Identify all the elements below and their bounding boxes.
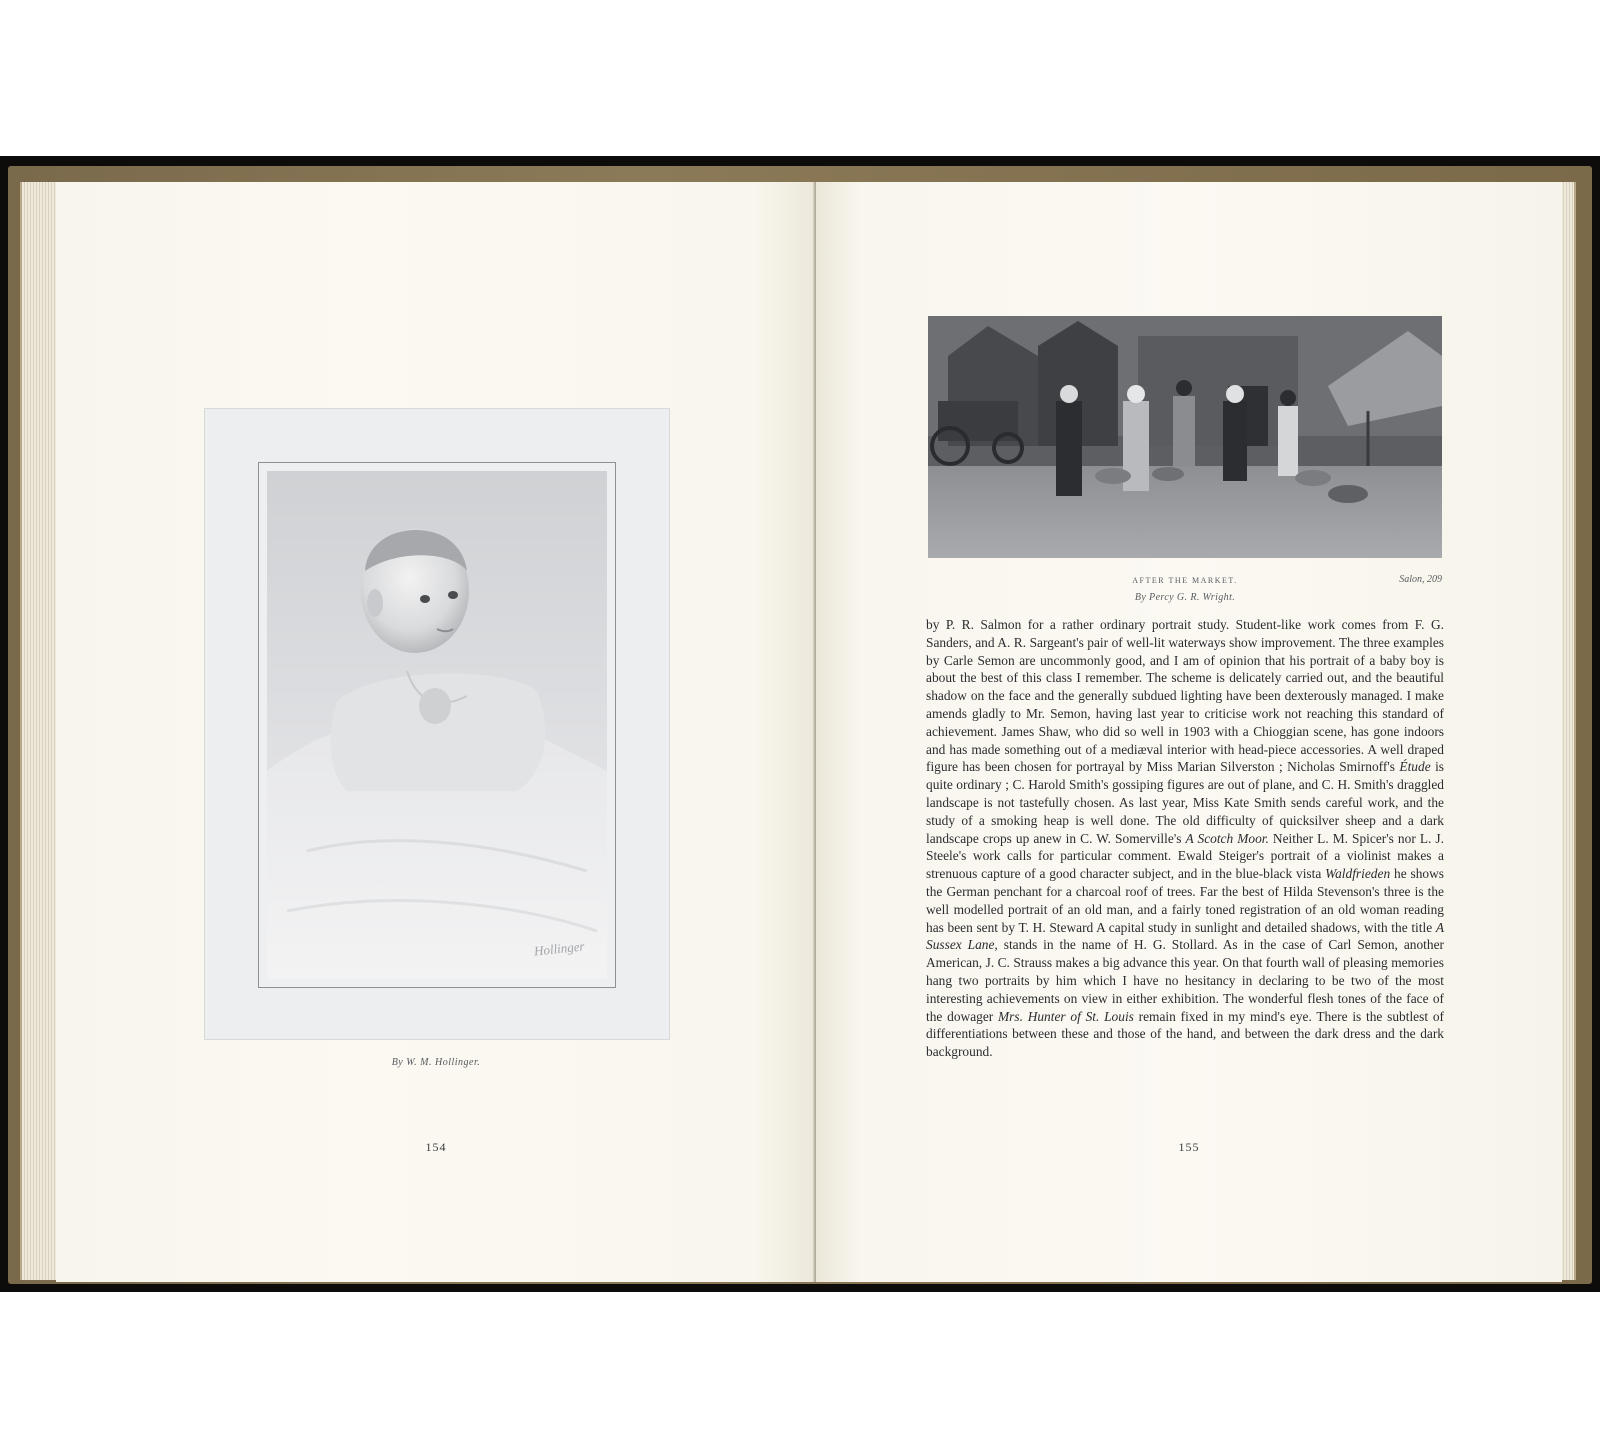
right-page [816,182,1562,1282]
baby-portrait-photo [267,471,607,979]
plate-title: AFTER THE MARKET. [1132,576,1238,585]
page-stack-right [1560,182,1576,1280]
market-scene-photo [928,316,1442,558]
plate-credit: By Percy G. R. Wright. [1134,592,1236,603]
title-italic: Waldfrieden [1325,866,1391,882]
baby-portrait-plate [204,408,670,1040]
plate-caption: By W. M. Hollinger. [391,1057,481,1068]
left-page [56,182,816,1282]
photographer-signature: Hollinger [533,938,586,959]
article-body [926,616,1444,1061]
title-italic: A Scotch Moor. [1185,830,1269,846]
article-paragraph: by P. R. Salmon for a rather ordinary portrait study. Student-like work comes from F. G. Sanders, and A. R. Sargeant's pair of well-lit waterways show improvement. The three examples by Carle Semon are uncommonly good, and I am of opinion that his portrait of a baby boy is about the best of this class I remember. The scheme is delicately carried out, and the beautiful shadow on the face and the generally subdued lighting have been dexterously managed. I make amends gladly to Mr. Semon, having last year to criticise work not reaching this standard of achievement. James Shaw, who did so well in 1903 with a Chioggian scene, has gone indoors and has made something out of a mediæval interior with head-piece accessories. A well draped figure has been chosen for portrayal by Miss Marian Silverston ; Nicholas Smirnoff's Étude is quite ordinary ; C. Harold Smith's gossiping figures are out of plane, and C. H. Smith's draggled landscape is not tastefully chosen. As last year, Miss Kate Smith sends careful work, and the study of a smoking heap is well done. The old difficulty of quicksilver sheep and a dark landscape crops up anew in C. W. Somerville's A Scotch Moor. Neither L. M. Spicer's nor L. J. Steele's work calls for particular comment. Ewald Steiger's portrait of a violinist makes a strenuous capture of a good character subject, and in the blue-black vista Waldfrieden he shows the German penchant for a charcoal roof of trees. Far the best of Hilda Stevenson's three is the well modelled portrait of an old man, and a fairly toned registration of an old woman reading has been sent by T. H. Steward A capital study in sunlight and detailed shadows, with the title A Sussex Lane, stands in the name of H. G. Stollard. As in the case of Carl Semon, another American, J. C. Strauss makes a big advance this year. On that fourth wall of pleasing memories hang two portraits by him which I have no hesitancy in declaring to be two of the most interesting achievements on view in either exhibition. The wonderful flesh tones of the face of the dowager Mrs. Hunter of St. Louis remain fixed in my mind's eye. There is the subtlest of differentiations between these and those of the hand, and between the dark dress and the dark background. [926,617,1445,1060]
title-italic: Mrs. Hunter of St. Louis [998,1008,1134,1024]
title-italic: A Sussex Lane, [926,919,1444,953]
salon-number: Salon, 209 [1399,574,1442,585]
market-photo-caption [928,574,1442,610]
title-italic: Étude [1399,759,1431,775]
page-number: 155 [1178,1140,1200,1154]
plate-frame [258,462,616,988]
page-number: 154 [425,1140,447,1154]
baby-portrait-illustration [267,471,607,979]
market-scene-illustration [928,316,1442,558]
